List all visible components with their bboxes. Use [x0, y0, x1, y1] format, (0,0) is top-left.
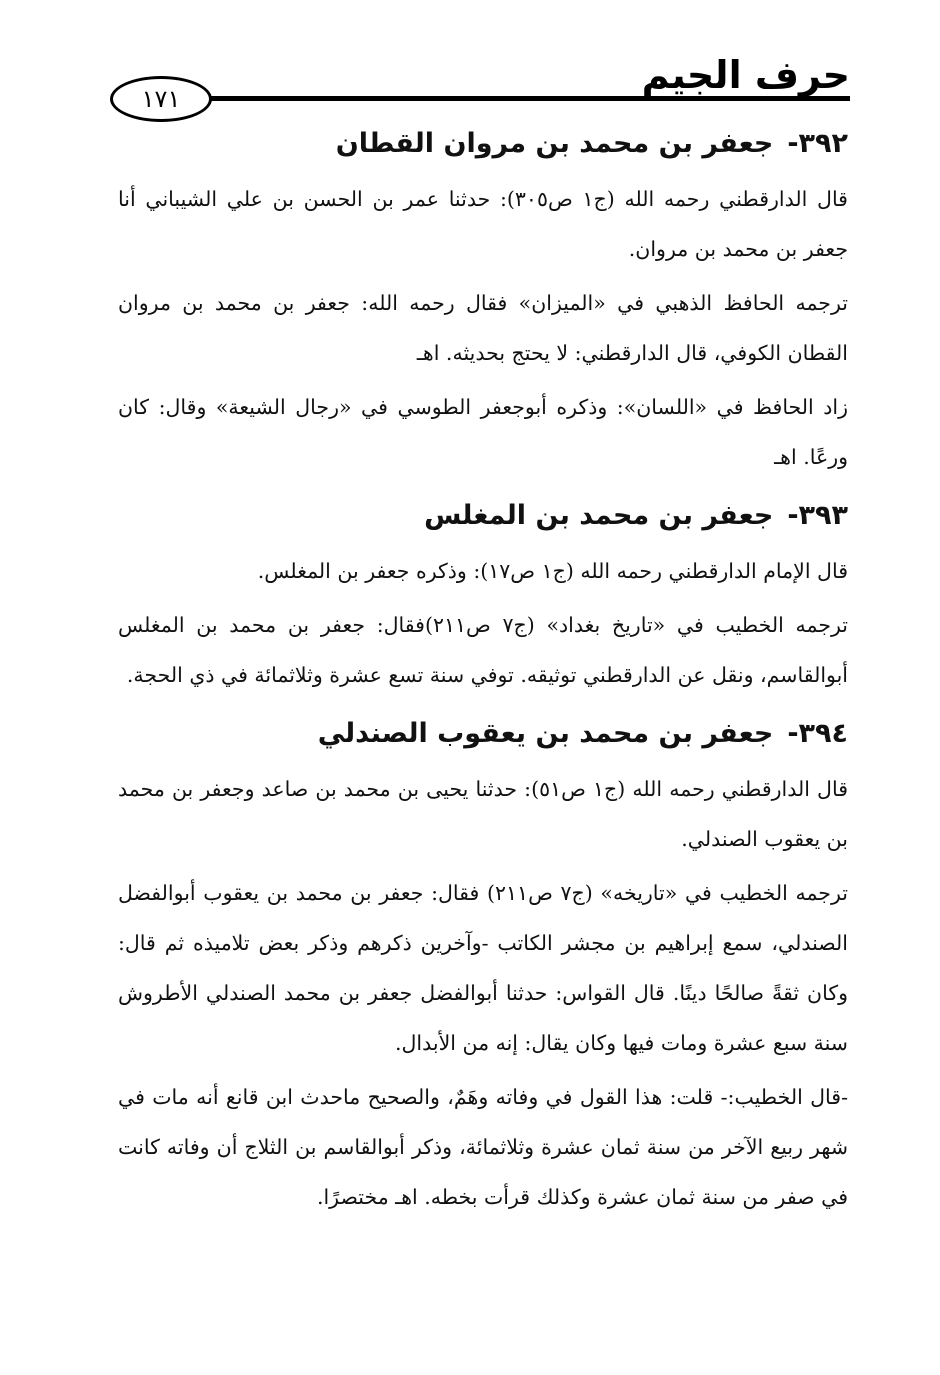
header-rule	[122, 96, 850, 101]
entry-name: جعفر بن محمد بن المغلس	[424, 500, 774, 531]
paragraph: ترجمه الخطيب في «تاريخه» (ج٧ ص٢١١) فقال: جعفر بن محمد بن يعقوب أبوالفضل الصندلي، سمع إبراهيم بن مجشر الكاتب -وآخرين ذكرهم وذكر بعض تلاميذه ثم قال: وكان ثقةً صالحًا دينًا. قال القواس: حدثنا أبوالفضل جعفر بن محمد الصندلي الأطروش سنة سبع عشرة ومات فيها وكان يقال: إنه من الأبدال.	[118, 881, 848, 1055]
entry-name: جعفر بن محمد بن يعقوب الصندلي	[317, 718, 774, 749]
page-content	[118, 124, 848, 1236]
paragraph: زاد الحافظ في «اللسان»: وذكره أبوجعفر الطوسي في «رجال الشيعة» وقال: كان ورعًا. اهـ	[118, 395, 848, 469]
entry-heading	[118, 714, 848, 754]
paragraph: ترجمه الخطيب في «تاريخ بغداد» (ج٧ ص٢١١)فقال: جعفر بن محمد بن المغلس أبوالقاسم، ونقل عن الدارقطني توثيقه. توفي سنة تسع عشرة وثلاثمائة في ذي الحجة.	[118, 613, 849, 687]
entry-name: جعفر بن محمد بن مروان القطان	[335, 128, 774, 159]
chapter-title: حرف الجيم	[641, 53, 850, 97]
paragraph: قال الدارقطني رحمه الله (ج١ ص٣٠٥): حدثنا عمر بن الحسن بن علي الشيباني أنا جعفر بن محمد بن مروان.	[118, 187, 848, 261]
page-header	[90, 52, 850, 112]
entry-number: ٣٩٢-	[787, 128, 848, 159]
paragraph: قال الدارقطني رحمه الله (ج١ ص٥١): حدثنا يحيى بن محمد بن صاعد وجعفر بن محمد بن يعقوب الصندلي.	[118, 777, 848, 851]
entry-heading	[118, 496, 848, 536]
entry-heading	[118, 124, 848, 164]
entry-393	[118, 496, 848, 700]
entry-392	[118, 124, 848, 482]
entry-number: ٣٩٣-	[787, 500, 848, 531]
paragraph: ترجمه الحافظ الذهبي في «الميزان» فقال رحمه الله: جعفر بن محمد بن مروان القطان الكوفي، قال الدارقطني: لا يحتج بحديثه. اهـ	[118, 291, 848, 365]
entry-number: ٣٩٤-	[787, 718, 848, 749]
page-number: ١٧١	[110, 76, 212, 122]
paragraph: -قال الخطيب:- قلت: هذا القول في وفاته وهَمٌ، والصحيح ماحدث ابن قانع أنه مات في شهر ربيع الآخر من سنة ثمان عشرة وثلاثمائة، وذكر أبوالقاسم بن الثلاج أن وفاته كانت في صفر من سنة ثمان عشرة وكذلك قرأت بخطه. اهـ مختصرًا.	[118, 1085, 848, 1209]
paragraph: قال الإمام الدارقطني رحمه الله (ج١ ص١٧): وذكره جعفر بن المغلس.	[257, 559, 848, 583]
entry-394	[118, 714, 848, 1222]
